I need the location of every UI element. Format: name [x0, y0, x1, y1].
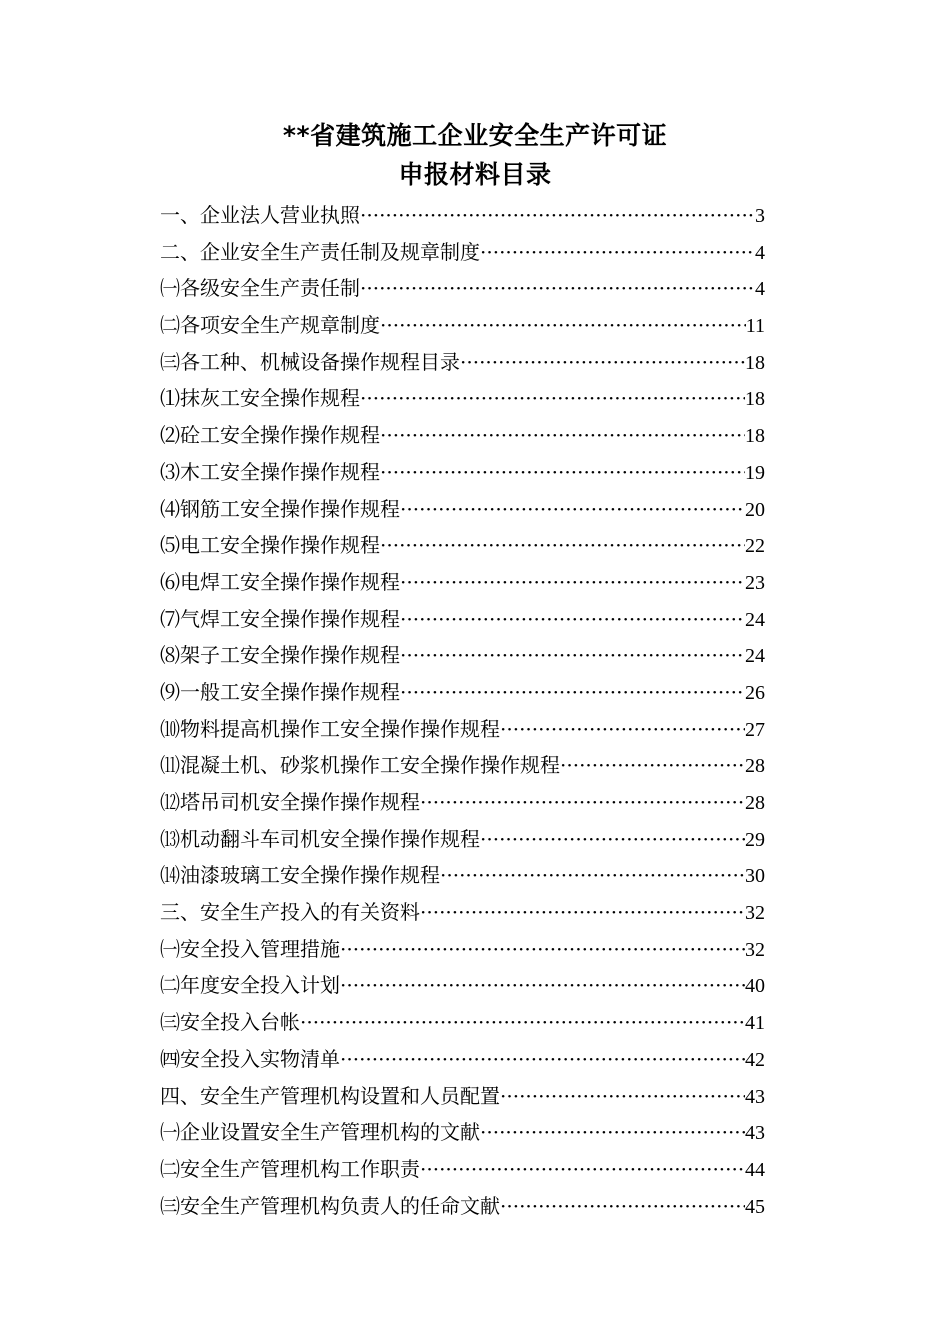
toc-entry-title: ⑽物料提高机操作工安全操作操作规程: [160, 716, 500, 741]
dot-leader: [380, 530, 745, 560]
dot-leader: [480, 824, 745, 854]
toc-entry: [160, 310, 765, 347]
toc-entry: [160, 1007, 765, 1044]
dot-leader: [380, 420, 745, 450]
toc-entry-title: ⑻架子工安全操作操作规程: [160, 643, 400, 668]
toc-entry: [160, 787, 765, 824]
toc-entry-page-number: 11: [745, 315, 765, 338]
dot-leader: [400, 640, 745, 670]
toc-entry-page-number: 32: [745, 938, 765, 961]
document-title: **省建筑施工企业安全生产许可证: [282, 121, 668, 150]
toc-entry-page-number: 32: [745, 902, 765, 925]
dot-leader: [340, 970, 745, 1000]
toc-entry-title: ⑷钢筋工安全操作操作规程: [160, 496, 400, 521]
dot-leader: [340, 934, 745, 964]
toc-entry: [160, 1154, 765, 1191]
dot-leader: [440, 860, 745, 890]
toc-entry-title: 二、企业安全生产责任制及规章制度: [160, 239, 480, 264]
toc-entry-page-number: 22: [745, 535, 765, 558]
dot-leader: [340, 1044, 745, 1074]
toc-entry-title: ㈡各项安全生产规章制度: [160, 313, 380, 338]
toc-entry-page-number: 24: [745, 645, 765, 668]
toc-entry-page-number: 24: [745, 608, 765, 631]
toc-entry: [160, 273, 765, 310]
toc-entry: [160, 420, 765, 457]
toc-entry: [160, 383, 765, 420]
toc-entry-page-number: 19: [745, 461, 765, 484]
toc-entry: [160, 237, 765, 274]
toc-entry-page-number: 18: [745, 425, 765, 448]
toc-entry-title: ⒀机动翻斗车司机安全操作操作规程: [160, 826, 480, 851]
toc-entry: [160, 824, 765, 861]
toc-entry-page-number: 28: [745, 792, 765, 814]
toc-entry-title: ⑴抹灰工安全操作规程: [160, 386, 360, 411]
dot-leader: [400, 604, 745, 634]
toc-entry-page-number: 45: [745, 1195, 765, 1218]
toc-entry: [160, 604, 765, 641]
dot-leader: [360, 383, 745, 413]
dot-leader: [360, 273, 755, 303]
toc-entry-page-number: 20: [745, 498, 765, 521]
toc-entry: [160, 457, 765, 494]
toc-entry-page-number: 29: [745, 828, 765, 851]
toc-entry-title: ㈢各工种、机械设备操作规程目录: [160, 349, 460, 374]
toc-entry-page-number: 43: [745, 1085, 765, 1108]
toc-entry-title: ㈢安全生产管理机构负责人的任命文献: [160, 1193, 500, 1218]
toc-entry: [160, 1117, 765, 1154]
dot-leader: [400, 567, 745, 597]
toc-entry: [160, 860, 765, 897]
table-of-contents: [160, 200, 765, 1227]
dot-leader: [500, 1191, 745, 1221]
toc-entry: [160, 677, 765, 714]
toc-entry-title: ㈠企业设置安全生产管理机构的文献: [160, 1120, 480, 1145]
toc-entry: [160, 1081, 765, 1118]
toc-entry-page-number: 3: [755, 205, 765, 227]
toc-entry: [160, 567, 765, 604]
dot-leader: [380, 457, 745, 487]
toc-entry-title: 三、安全生产投入的有关资料: [160, 900, 420, 925]
toc-entry: [160, 347, 765, 384]
toc-entry-title: ⑼一般工安全操作操作规程: [160, 679, 400, 704]
document-subtitle: 申报材料目录: [398, 160, 552, 189]
toc-entry-title: ㈡安全生产管理机构工作职责: [160, 1156, 420, 1181]
toc-entry: [160, 1044, 765, 1081]
toc-entry-title: ⑺气焊工安全操作操作规程: [160, 606, 400, 631]
dot-leader: [420, 1154, 745, 1184]
toc-entry: [160, 714, 765, 751]
toc-entry-title: ㈠安全投入管理措施: [160, 936, 340, 961]
toc-entry-title: ㈣安全投入实物清单: [160, 1046, 340, 1071]
toc-entry-page-number: 42: [745, 1048, 765, 1071]
toc-entry-title: ⑸电工安全操作操作规程: [160, 533, 380, 558]
toc-entry-title: ㈡年度安全投入计划: [160, 973, 340, 998]
toc-entry-title: ⑵砼工安全操作操作规程: [160, 423, 380, 448]
dot-leader: [480, 237, 755, 267]
toc-entry-page-number: 44: [745, 1158, 765, 1181]
toc-entry-page-number: 4: [755, 241, 765, 264]
toc-entry-title: ⒁油漆玻璃工安全操作操作规程: [160, 863, 440, 888]
dot-leader: [400, 677, 745, 707]
toc-entry: [160, 750, 765, 787]
dot-leader: [500, 714, 745, 744]
toc-entry-page-number: 26: [745, 681, 765, 704]
dot-leader: [560, 750, 745, 780]
toc-entry-page-number: 28: [745, 755, 765, 778]
toc-entry: [160, 200, 765, 237]
dot-leader: [420, 897, 745, 927]
dot-leader: [300, 1007, 745, 1037]
toc-entry-page-number: 41: [745, 1012, 765, 1035]
toc-entry: [160, 530, 765, 567]
dot-leader: [420, 787, 745, 817]
toc-entry-page-number: 4: [755, 278, 765, 301]
dot-leader: [460, 347, 745, 377]
toc-entry-title: ⑾混凝土机、砂浆机操作工安全操作操作规程: [160, 753, 560, 778]
toc-entry-page-number: 18: [745, 388, 765, 411]
toc-entry: [160, 494, 765, 531]
toc-entry-page-number: 43: [745, 1122, 765, 1145]
dot-leader: [360, 200, 755, 230]
toc-entry-title: ㈢安全投入台帐: [160, 1010, 300, 1035]
toc-entry-title: ⑶木工安全操作操作规程: [160, 459, 380, 484]
toc-entry-title: 四、安全生产管理机构设置和人员配置: [160, 1083, 500, 1108]
toc-entry: [160, 970, 765, 1007]
dot-leader: [500, 1081, 745, 1111]
dot-leader: [400, 494, 745, 524]
toc-entry-page-number: 40: [745, 975, 765, 998]
toc-entry-page-number: 18: [745, 351, 765, 374]
toc-entry-title: 一、企业法人营业执照: [160, 203, 360, 227]
toc-entry: [160, 934, 765, 971]
toc-entry-title: ⑹电焊工安全操作操作规程: [160, 569, 400, 594]
toc-entry-page-number: 27: [745, 718, 765, 741]
toc-entry: [160, 1191, 765, 1228]
toc-entry: [160, 640, 765, 677]
toc-entry-page-number: 30: [745, 865, 765, 888]
toc-entry-title: ⑿塔吊司机安全操作操作规程: [160, 790, 420, 814]
toc-entry-title: ㈠各级安全生产责任制: [160, 276, 360, 301]
dot-leader: [380, 310, 746, 340]
toc-entry: [160, 897, 765, 934]
toc-entry-page-number: 23: [745, 571, 765, 594]
dot-leader: [480, 1117, 745, 1147]
